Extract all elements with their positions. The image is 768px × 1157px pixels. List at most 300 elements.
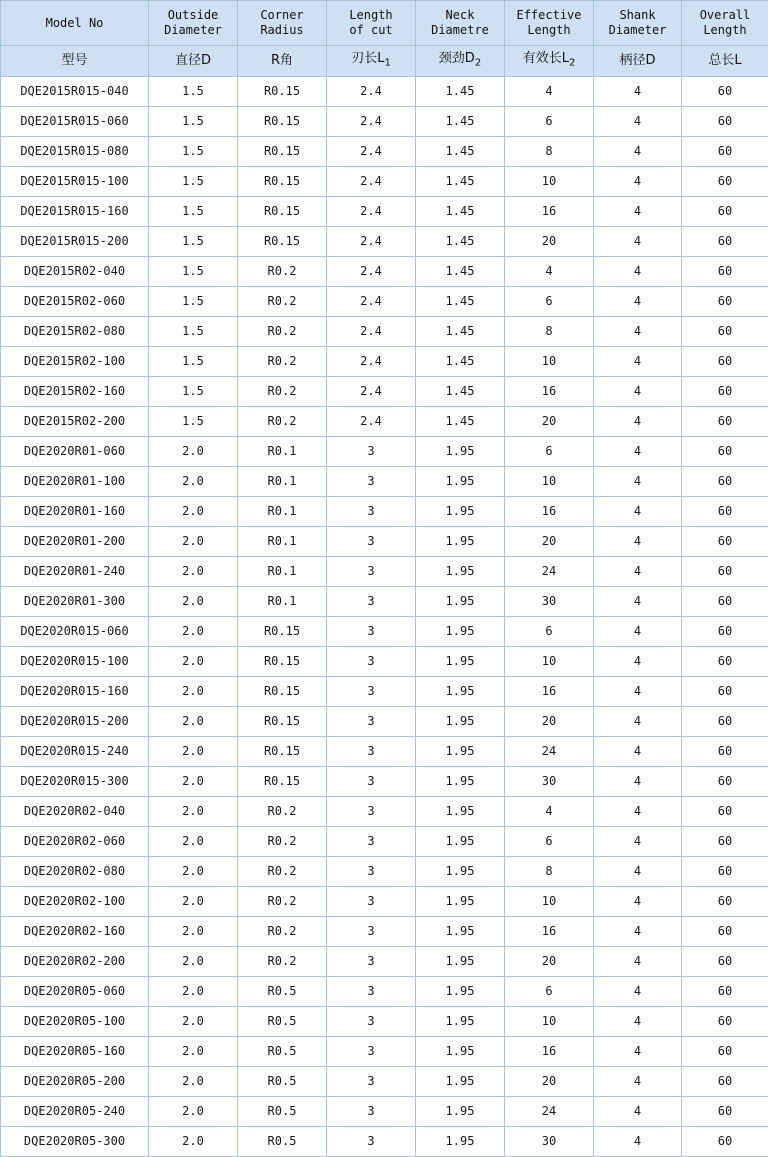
cell-model-no: DQE2020R015-300 <box>1 767 149 797</box>
cell-value: 1.5 <box>149 377 238 407</box>
cell-value: 2.4 <box>327 77 416 107</box>
cell-value: 24 <box>505 1097 594 1127</box>
cell-value: 4 <box>594 527 682 557</box>
cell-value: 3 <box>327 767 416 797</box>
column-header-en-6: Shank Diameter <box>594 1 682 46</box>
cell-value: 3 <box>327 617 416 647</box>
cell-model-no: DQE2015R015-100 <box>1 167 149 197</box>
cell-value: 4 <box>594 137 682 167</box>
cell-value: 1.5 <box>149 77 238 107</box>
cell-value: 1.5 <box>149 227 238 257</box>
cell-value: 60 <box>682 887 768 917</box>
cell-value: 60 <box>682 1127 768 1157</box>
cell-value: 3 <box>327 827 416 857</box>
cell-value: 4 <box>594 947 682 977</box>
cell-value: 4 <box>594 467 682 497</box>
cell-model-no: DQE2020R015-100 <box>1 647 149 677</box>
table-row <box>1 617 768 647</box>
cell-value: 30 <box>505 587 594 617</box>
column-header-en-7: Overall Length <box>682 1 768 46</box>
cell-value: R0.5 <box>238 1007 327 1037</box>
cell-value: 2.0 <box>149 557 238 587</box>
cell-value: R0.1 <box>238 557 327 587</box>
table-row <box>1 377 768 407</box>
cell-value: 20 <box>505 407 594 437</box>
cell-value: 2.0 <box>149 1067 238 1097</box>
cell-value: 1.95 <box>416 977 505 1007</box>
table-row <box>1 107 768 137</box>
table-row <box>1 827 768 857</box>
table-row <box>1 1127 768 1157</box>
cell-value: 60 <box>682 407 768 437</box>
table-row <box>1 1007 768 1037</box>
cell-value: 10 <box>505 887 594 917</box>
table-row <box>1 497 768 527</box>
cell-value: 4 <box>594 1127 682 1157</box>
cell-model-no: DQE2020R02-040 <box>1 797 149 827</box>
cell-model-no: DQE2020R015-060 <box>1 617 149 647</box>
cell-value: 8 <box>505 857 594 887</box>
cell-value: R0.15 <box>238 707 327 737</box>
cell-value: R0.1 <box>238 467 327 497</box>
cell-value: 1.45 <box>416 377 505 407</box>
cell-model-no: DQE2020R015-240 <box>1 737 149 767</box>
cell-value: 2.4 <box>327 317 416 347</box>
cell-value: 1.45 <box>416 77 505 107</box>
cell-model-no: DQE2015R02-200 <box>1 407 149 437</box>
cell-value: 4 <box>594 107 682 137</box>
cell-value: 2.4 <box>327 377 416 407</box>
cell-value: 4 <box>594 857 682 887</box>
cell-value: 1.95 <box>416 1007 505 1037</box>
cell-value: R0.2 <box>238 857 327 887</box>
cell-value: 24 <box>505 557 594 587</box>
cell-value: 4 <box>594 347 682 377</box>
cell-value: 6 <box>505 107 594 137</box>
table-row <box>1 227 768 257</box>
cell-value: 4 <box>594 887 682 917</box>
cell-value: 1.95 <box>416 737 505 767</box>
cell-value: 2.0 <box>149 767 238 797</box>
cell-value: 20 <box>505 1067 594 1097</box>
cell-value: 3 <box>327 977 416 1007</box>
cell-value: 60 <box>682 647 768 677</box>
cell-value: 1.95 <box>416 917 505 947</box>
cell-value: R0.2 <box>238 947 327 977</box>
cell-value: 60 <box>682 977 768 1007</box>
cell-value: 4 <box>594 377 682 407</box>
cell-value: 3 <box>327 887 416 917</box>
cell-value: 2.0 <box>149 857 238 887</box>
cell-value: 10 <box>505 347 594 377</box>
cell-value: 60 <box>682 227 768 257</box>
cell-value: R0.15 <box>238 107 327 137</box>
cell-value: 2.0 <box>149 1037 238 1067</box>
cell-value: R0.2 <box>238 287 327 317</box>
cell-value: 60 <box>682 77 768 107</box>
cell-value: 2.0 <box>149 527 238 557</box>
table-row <box>1 437 768 467</box>
cell-value: R0.1 <box>238 497 327 527</box>
cell-value: 4 <box>594 497 682 527</box>
cell-value: 1.95 <box>416 677 505 707</box>
cell-model-no: DQE2015R015-080 <box>1 137 149 167</box>
table-row <box>1 347 768 377</box>
cell-model-no: DQE2020R01-240 <box>1 557 149 587</box>
cell-value: 60 <box>682 737 768 767</box>
cell-value: 2.0 <box>149 647 238 677</box>
cell-value: 60 <box>682 527 768 557</box>
cell-model-no: DQE2020R015-200 <box>1 707 149 737</box>
cell-value: 3 <box>327 737 416 767</box>
table-row <box>1 797 768 827</box>
cell-value: 1.5 <box>149 317 238 347</box>
cell-value: 6 <box>505 437 594 467</box>
cell-value: 20 <box>505 707 594 737</box>
cell-value: 1.95 <box>416 437 505 467</box>
column-header-cn-3: 刃长$L_1$ <box>327 46 416 77</box>
cell-value: R0.2 <box>238 317 327 347</box>
cell-value: R0.15 <box>238 77 327 107</box>
cell-value: R0.5 <box>238 1067 327 1097</box>
cell-value: 8 <box>505 317 594 347</box>
column-header-en-4: Neck Diametre <box>416 1 505 46</box>
cell-value: R0.15 <box>238 227 327 257</box>
cell-value: R0.15 <box>238 617 327 647</box>
cell-value: R0.2 <box>238 917 327 947</box>
cell-value: 4 <box>505 257 594 287</box>
column-header-cn-0: 型号 <box>1 46 149 77</box>
cell-value: R0.15 <box>238 677 327 707</box>
cell-value: 60 <box>682 1037 768 1067</box>
column-header-en-2: Corner Radius <box>238 1 327 46</box>
cell-value: 2.0 <box>149 1127 238 1157</box>
cell-value: 60 <box>682 257 768 287</box>
table-row <box>1 767 768 797</box>
cell-value: 4 <box>505 797 594 827</box>
cell-value: R0.1 <box>238 437 327 467</box>
cell-value: 1.95 <box>416 797 505 827</box>
column-header-en-0: Model No <box>1 1 149 46</box>
column-header-en-1: Outside Diameter <box>149 1 238 46</box>
cell-model-no: DQE2020R02-160 <box>1 917 149 947</box>
cell-value: 1.45 <box>416 227 505 257</box>
table-row <box>1 1097 768 1127</box>
cell-value: 2.0 <box>149 1007 238 1037</box>
cell-value: 1.95 <box>416 947 505 977</box>
cell-value: 8 <box>505 137 594 167</box>
cell-value: 2.0 <box>149 467 238 497</box>
cell-value: 60 <box>682 137 768 167</box>
cell-value: 1.45 <box>416 287 505 317</box>
cell-value: 4 <box>594 1067 682 1097</box>
cell-value: 4 <box>594 287 682 317</box>
cell-model-no: DQE2015R02-060 <box>1 287 149 317</box>
cell-value: 3 <box>327 497 416 527</box>
table-row <box>1 527 768 557</box>
table-row <box>1 317 768 347</box>
table-row <box>1 587 768 617</box>
cell-value: 4 <box>594 977 682 1007</box>
cell-value: 4 <box>594 677 682 707</box>
cell-model-no: DQE2020R05-240 <box>1 1097 149 1127</box>
cell-value: 1.5 <box>149 137 238 167</box>
cell-value: 4 <box>594 257 682 287</box>
cell-model-no: DQE2015R02-100 <box>1 347 149 377</box>
cell-value: 1.95 <box>416 617 505 647</box>
cell-value: 2.4 <box>327 257 416 287</box>
column-header-cn-2: R角 <box>238 46 327 77</box>
cell-value: 60 <box>682 947 768 977</box>
cell-value: 60 <box>682 377 768 407</box>
cell-value: 1.5 <box>149 257 238 287</box>
cell-value: R0.15 <box>238 647 327 677</box>
cell-value: 4 <box>594 1007 682 1037</box>
cell-value: R0.15 <box>238 767 327 797</box>
cell-value: 2.0 <box>149 797 238 827</box>
cell-model-no: DQE2020R05-060 <box>1 977 149 1007</box>
cell-value: 3 <box>327 1097 416 1127</box>
cell-model-no: DQE2020R01-100 <box>1 467 149 497</box>
cell-value: 2.0 <box>149 617 238 647</box>
cell-model-no: DQE2015R02-080 <box>1 317 149 347</box>
cell-value: 60 <box>682 317 768 347</box>
cell-model-no: DQE2020R05-160 <box>1 1037 149 1067</box>
cell-value: 60 <box>682 767 768 797</box>
column-header-cn-5: 有效长$L_2$ <box>505 46 594 77</box>
table-row <box>1 887 768 917</box>
cell-value: 4 <box>594 647 682 677</box>
cell-value: 1.95 <box>416 1067 505 1097</box>
cell-value: 4 <box>594 167 682 197</box>
cell-value: 1.95 <box>416 827 505 857</box>
cell-value: 3 <box>327 1007 416 1037</box>
cell-value: 10 <box>505 647 594 677</box>
cell-value: R0.1 <box>238 527 327 557</box>
table-row <box>1 977 768 1007</box>
table-row <box>1 407 768 437</box>
cell-value: 60 <box>682 1007 768 1037</box>
cell-value: 1.5 <box>149 107 238 137</box>
cell-value: 3 <box>327 1067 416 1097</box>
cell-value: 60 <box>682 1067 768 1097</box>
cell-value: 6 <box>505 287 594 317</box>
cell-value: 2.4 <box>327 137 416 167</box>
cell-value: 24 <box>505 737 594 767</box>
cell-value: 3 <box>327 437 416 467</box>
cell-value: 30 <box>505 1127 594 1157</box>
cell-value: 2.0 <box>149 707 238 737</box>
cell-model-no: DQE2020R05-300 <box>1 1127 149 1157</box>
cell-model-no: DQE2020R05-100 <box>1 1007 149 1037</box>
column-header-en-3: Length of cut <box>327 1 416 46</box>
cell-value: 4 <box>594 737 682 767</box>
cell-value: 60 <box>682 167 768 197</box>
cell-value: R0.5 <box>238 977 327 1007</box>
table-row <box>1 197 768 227</box>
cell-value: 16 <box>505 497 594 527</box>
table-row <box>1 167 768 197</box>
cell-value: 2.4 <box>327 407 416 437</box>
cell-model-no: DQE2015R015-160 <box>1 197 149 227</box>
header-row-chinese <box>1 46 768 77</box>
cell-model-no: DQE2020R02-080 <box>1 857 149 887</box>
cell-value: 3 <box>327 677 416 707</box>
cell-value: 1.95 <box>416 467 505 497</box>
cell-value: 3 <box>327 467 416 497</box>
cell-value: 2.0 <box>149 827 238 857</box>
cell-value: 1.95 <box>416 707 505 737</box>
cell-value: 2.0 <box>149 1097 238 1127</box>
cell-value: 60 <box>682 467 768 497</box>
cell-model-no: DQE2020R02-200 <box>1 947 149 977</box>
column-header-en-5: Effective Length <box>505 1 594 46</box>
column-header-cn-7: 总长L <box>682 46 768 77</box>
cell-value: 2.0 <box>149 977 238 1007</box>
cell-value: 60 <box>682 827 768 857</box>
table-row <box>1 1037 768 1067</box>
column-header-cn-4: 颈劲$D_2$ <box>416 46 505 77</box>
cell-value: 2.0 <box>149 587 238 617</box>
table-row <box>1 257 768 287</box>
cell-value: 4 <box>594 587 682 617</box>
cell-value: 1.95 <box>416 1127 505 1157</box>
cell-value: 1.95 <box>416 647 505 677</box>
cell-value: 6 <box>505 617 594 647</box>
table-header <box>1 1 768 77</box>
cell-value: 4 <box>594 407 682 437</box>
cell-model-no: DQE2020R01-200 <box>1 527 149 557</box>
cell-value: R0.5 <box>238 1097 327 1127</box>
cell-model-no: DQE2020R02-060 <box>1 827 149 857</box>
cell-model-no: DQE2020R01-300 <box>1 587 149 617</box>
cell-value: 1.5 <box>149 287 238 317</box>
cell-model-no: DQE2015R015-200 <box>1 227 149 257</box>
cell-value: 3 <box>327 947 416 977</box>
cell-value: 16 <box>505 197 594 227</box>
cell-value: 4 <box>594 77 682 107</box>
cell-value: 1.45 <box>416 107 505 137</box>
cell-value: 16 <box>505 377 594 407</box>
cell-value: 16 <box>505 917 594 947</box>
table-row <box>1 287 768 317</box>
cell-model-no: DQE2015R02-160 <box>1 377 149 407</box>
cell-model-no: DQE2020R015-160 <box>1 677 149 707</box>
cell-value: R0.2 <box>238 827 327 857</box>
table-row <box>1 77 768 107</box>
table-row <box>1 557 768 587</box>
cell-value: R0.15 <box>238 167 327 197</box>
cell-value: R0.2 <box>238 257 327 287</box>
cell-value: 1.95 <box>416 587 505 617</box>
cell-value: 1.95 <box>416 557 505 587</box>
cell-value: 6 <box>505 977 594 1007</box>
cell-value: 2.4 <box>327 197 416 227</box>
cell-value: 2.0 <box>149 437 238 467</box>
cell-value: 10 <box>505 167 594 197</box>
cell-value: 60 <box>682 917 768 947</box>
cell-value: 4 <box>594 1037 682 1067</box>
cell-value: 60 <box>682 1097 768 1127</box>
cell-value: 60 <box>682 287 768 317</box>
cell-value: R0.2 <box>238 887 327 917</box>
cell-value: 1.95 <box>416 887 505 917</box>
table-row <box>1 947 768 977</box>
cell-value: 16 <box>505 677 594 707</box>
cell-value: R0.1 <box>238 587 327 617</box>
cell-value: 3 <box>327 917 416 947</box>
cell-value: 3 <box>327 857 416 887</box>
cell-model-no: DQE2015R015-060 <box>1 107 149 137</box>
cell-value: 60 <box>682 557 768 587</box>
cell-value: R0.2 <box>238 797 327 827</box>
cell-value: 2.0 <box>149 887 238 917</box>
cell-value: 1.45 <box>416 167 505 197</box>
cell-value: 3 <box>327 1037 416 1067</box>
cell-model-no: DQE2015R015-040 <box>1 77 149 107</box>
cell-model-no: DQE2020R01-060 <box>1 437 149 467</box>
table-row <box>1 677 768 707</box>
cell-value: 4 <box>594 437 682 467</box>
cell-value: 3 <box>327 1127 416 1157</box>
cell-value: R0.15 <box>238 737 327 767</box>
table-body <box>1 77 768 1157</box>
cell-model-no: DQE2015R02-040 <box>1 257 149 287</box>
cell-value: 10 <box>505 467 594 497</box>
cell-value: 60 <box>682 857 768 887</box>
cell-value: 1.45 <box>416 137 505 167</box>
cell-value: R0.2 <box>238 347 327 377</box>
cell-value: 1.5 <box>149 407 238 437</box>
cell-value: 2.4 <box>327 167 416 197</box>
cell-model-no: DQE2020R05-200 <box>1 1067 149 1097</box>
cell-value: 1.45 <box>416 347 505 377</box>
cell-value: 1.45 <box>416 257 505 287</box>
cell-value: 4 <box>594 827 682 857</box>
cell-value: 4 <box>594 767 682 797</box>
cell-value: 3 <box>327 587 416 617</box>
cell-value: 20 <box>505 227 594 257</box>
cell-value: 16 <box>505 1037 594 1067</box>
table-row <box>1 737 768 767</box>
cell-value: 1.95 <box>416 527 505 557</box>
cell-value: R0.15 <box>238 197 327 227</box>
cell-value: 30 <box>505 767 594 797</box>
cell-value: 4 <box>505 77 594 107</box>
cell-value: 1.5 <box>149 167 238 197</box>
cell-value: 2.0 <box>149 917 238 947</box>
cell-value: 2.0 <box>149 677 238 707</box>
cell-value: R0.5 <box>238 1037 327 1067</box>
cell-value: 60 <box>682 497 768 527</box>
cell-value: 1.95 <box>416 1097 505 1127</box>
cell-value: 1.95 <box>416 497 505 527</box>
cell-value: 1.5 <box>149 197 238 227</box>
cell-value: 60 <box>682 197 768 227</box>
table-row <box>1 707 768 737</box>
cell-value: 4 <box>594 617 682 647</box>
cell-value: 2.4 <box>327 347 416 377</box>
cell-value: 60 <box>682 437 768 467</box>
cell-value: 1.5 <box>149 347 238 377</box>
cell-value: 6 <box>505 827 594 857</box>
cell-value: 3 <box>327 707 416 737</box>
cell-value: 60 <box>682 797 768 827</box>
cell-model-no: DQE2020R01-160 <box>1 497 149 527</box>
cell-value: 4 <box>594 197 682 227</box>
table-row <box>1 137 768 167</box>
cell-value: 4 <box>594 317 682 347</box>
